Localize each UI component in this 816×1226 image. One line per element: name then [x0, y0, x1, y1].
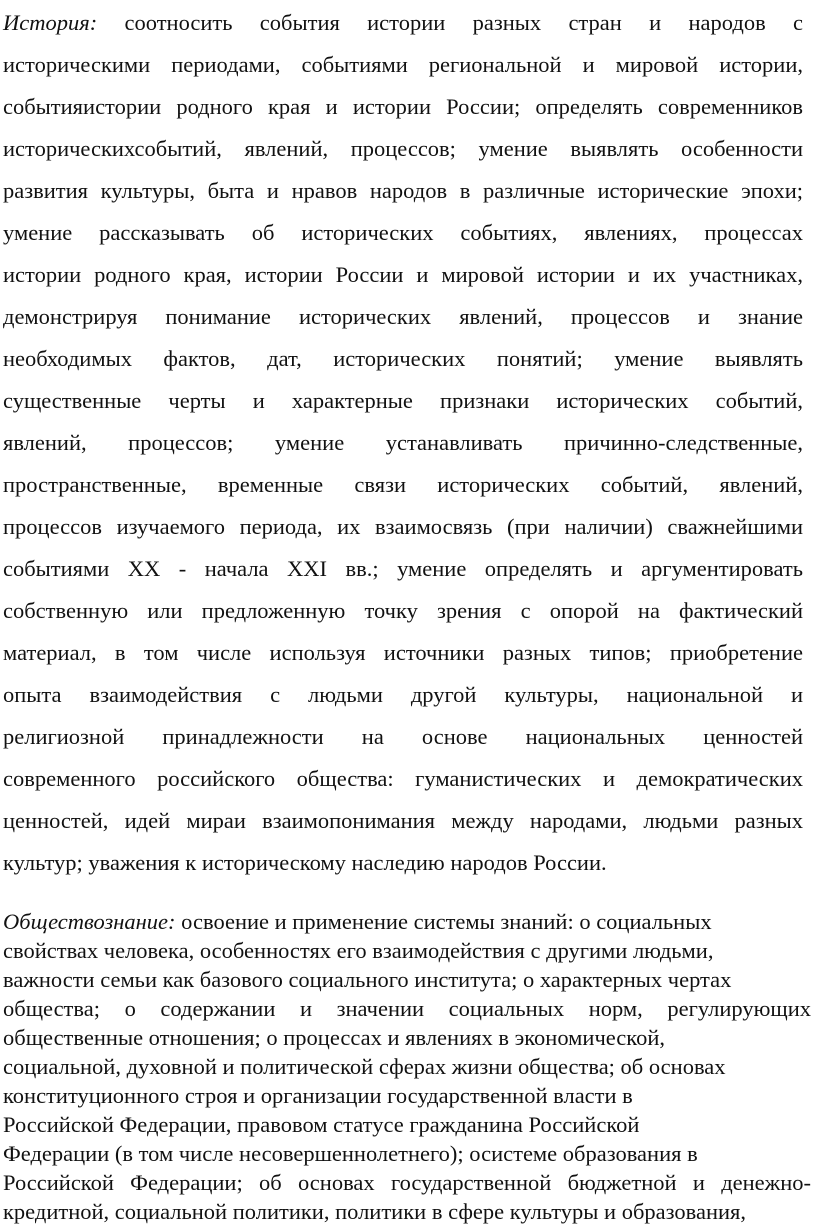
history-line-5: развития культуры, быта и нравов народов в различные исторические эпохи; [3, 178, 803, 203]
social-line-6: социальной, духовной и политической сферах жизни общества; об основах [3, 1054, 726, 1079]
history-line-12: пространственные, временные связи исторических событий, явлений, [3, 472, 803, 497]
history-line-9: необходимых фактов, дат, исторических понятий; умение выявлять [3, 346, 803, 371]
history-line-2: историческими периодами, событиями региональной и мировой истории, [3, 52, 803, 77]
history-line-16: материал, в том числе используя источники разных типов; приобретение [3, 640, 803, 665]
history-line-15: собственную или предложенную точку зрения с опорой на фактический [3, 598, 803, 623]
history-heading: История: [3, 10, 98, 35]
history-line-20: ценностей, идей мираи взаимопонимания между народами, людьми разных [3, 808, 803, 833]
social-studies-paragraph [3, 907, 811, 1226]
history-line-19: современного российского общества: гуманистических и демократических [3, 766, 803, 791]
social-line-10: Российской Федерации; об основах государственной бюджетной и денежно- [3, 1170, 811, 1195]
social-line-8: Российской Федерации, правовом статусе гражданина Российской [3, 1112, 640, 1137]
history-line-3: событияистории родного края и истории России; определять современников [3, 94, 803, 119]
history-line-8: демонстрируя понимание исторических явлений, процессов и знание [3, 304, 803, 329]
history-line-11: явлений, процессов; умение устанавливать причинно-следственные, [3, 430, 803, 455]
social-line-3: важности семьи как базового социального института; о характерных чертах [3, 967, 732, 992]
history-line-18: религиозной принадлежности на основе национальных ценностей [3, 724, 803, 749]
history-line-1: История: соотносить события истории разных стран и народов с [3, 10, 803, 35]
history-line-21: культур; уважения к историческому наследию народов России. [3, 850, 607, 875]
history-line-14: событиями XX - начала XXI вв.; умение определять и аргументировать [3, 556, 803, 581]
social-studies-heading: Обществознание: [3, 909, 176, 934]
history-line-7: истории родного края, истории России и мировой истории и их участниках, [3, 262, 803, 287]
history-paragraph [3, 2, 803, 884]
history-line-10: существенные черты и характерные признаки исторических событий, [3, 388, 803, 413]
history-line-17: опыта взаимодействия с людьми другой культуры, национальной и [3, 682, 803, 707]
history-line-6: умение рассказывать об исторических событиях, явлениях, процессах [3, 220, 803, 245]
history-line-4: историческихсобытий, явлений, процессов; умение выявлять особенности [3, 136, 803, 161]
social-line-4: общества; о содержании и значении социальных норм, регулирующих [3, 996, 811, 1021]
social-line-2: свойствах человека, особенностях его взаимодействия с другими людьми, [3, 938, 714, 963]
social-line-5: общественные отношения; о процессах и явлениях в экономической, [3, 1025, 665, 1050]
social-line-7: конституционного строя и организации государственной власти в [3, 1083, 633, 1108]
history-line-13: процессов изучаемого периода, их взаимосвязь (при наличии) сважнейшими [3, 514, 803, 539]
social-line-11: кредитной, социальной политики, политики в сфере культуры и образования, [3, 1199, 747, 1224]
social-line-9: Федерации (в том числе несовершеннолетнего); осистеме образования в [3, 1141, 698, 1166]
social-line-1: Обществознание: освоение и применение системы знаний: о социальных [3, 909, 712, 934]
